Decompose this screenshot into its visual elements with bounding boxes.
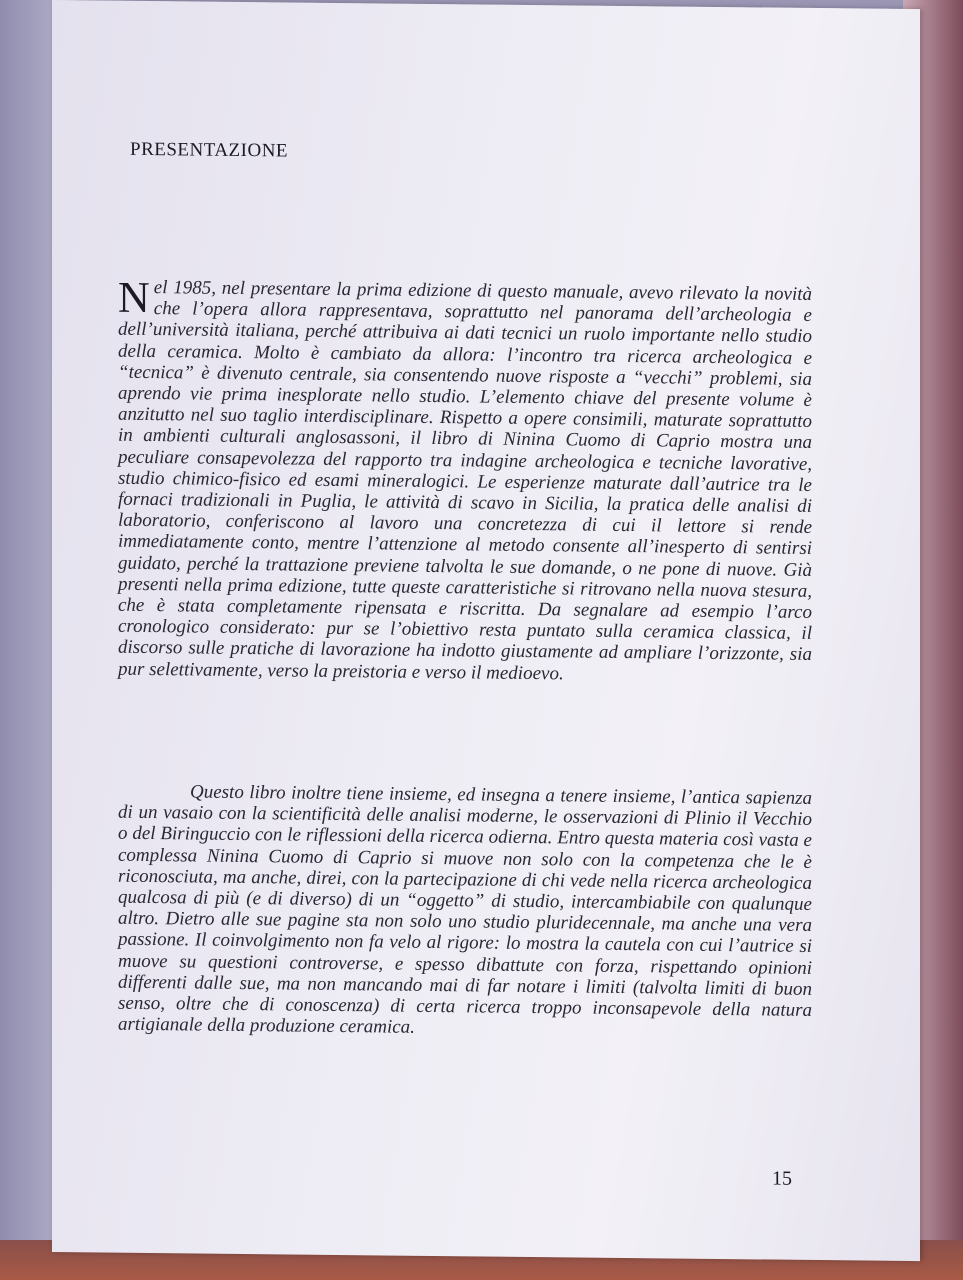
- paragraph-1-text: [118, 272, 812, 687]
- paragraph-2: [118, 781, 812, 1043]
- paragraph-2-text: Questo libro inoltre tiene insieme, ed insegna a tenere insieme, l’antica sapienza di un vasaio con la scientificità delle analisi moderne, le osservazioni di Plinio il Vecchio o del Biringuccio con le riflessioni della ricerca odierna. Entro questa materia così vasta e complessa Ninina Cuomo di Caprio si muove non solo con la competenza che le è riconosciuta, ma anche, direi, con la partecipazione di chi vede nella ricerca archeologica qualcosa di più (e di diverso) di un “oggetto” di studio, intercambiabile con qualunque altro. Dietro alle sue pagine sta non solo uno studio pluridecennale, ma anche una vera passione. Il coinvolgimento non fa velo al rigore: lo mostra la cautela con cui l’autrice si muove su questioni controverse, e spesso dibattute con forza, rispettando opinioni differenti dalle sue, ma non mancando mai di far notare i limiti (talvolta limiti di buon senso, oltre che di conoscenza) di certa ricerca troppo inconsapevole della natura artigianale della produzione ceramica.: [118, 781, 812, 1039]
- paragraph-1-body: el 1985, nel presentare la prima edizione di questo manuale, avevo rilevato la novità che l’opera allora rappresentava, soprattutto nel panorama dell’archeologia e dell’università italiana, perché attribuiva ai dati tecnici un ruolo importante nello studio della ceramica. Molto è cambiato da allora: l’incontro tra ricerca archeologica e “tecnica” è divenuto centrale, sia consentendo nuove risposte a “vecchi” problemi, sia aprendo vie prima inesplorate nello studio. L’elemento chiave del presente volume è anzitutto nel suo taglio interdisciplinare. Rispetto a opere consimili, maturate soprattutto in ambienti culturali anglosassoni, il libro di Ninina Cuomo di Caprio mostra una peculiare consapevolezza del rapporto tra indagine archeologica e tecniche lavorative, studio chimico-fisico ed esami mineralogici. Le esperienze maturate dall’autrice tra le fornaci tradizionali in Puglia, le attività di scavo in Sicilia, la pratica delle analisi di laboratorio, conferiscono al lavoro una concretezza di cui il lettore si rende immediatamente conto, mentre l’attenzione al metodo consente all’inesperto di sentirsi guidato, perché la trattazione previene talvolta le sue domande, o ne pone di nuove. Già presenti nella prima edizione, tutte queste caratteristiche si ritrovano nella nuova stesura, che è stata completamente ripensata e riscritta. Da segnalare ad esempio l’arco cronologico considerato: pur se l’obiettivo resta puntato sulla ceramica classica, il discorso sulle pratiche di lavorazione ha indotto giustamente ad ampliare l’orizzonte, sia pur selettivamente, verso la preistoria e verso il medioevo.: [118, 277, 812, 685]
- section-title: PRESENTAZIONE: [130, 138, 289, 162]
- drop-cap: N: [118, 272, 150, 323]
- paragraph-1: [118, 272, 812, 687]
- book-page: [52, 0, 920, 1261]
- page-number: 15: [772, 1167, 792, 1190]
